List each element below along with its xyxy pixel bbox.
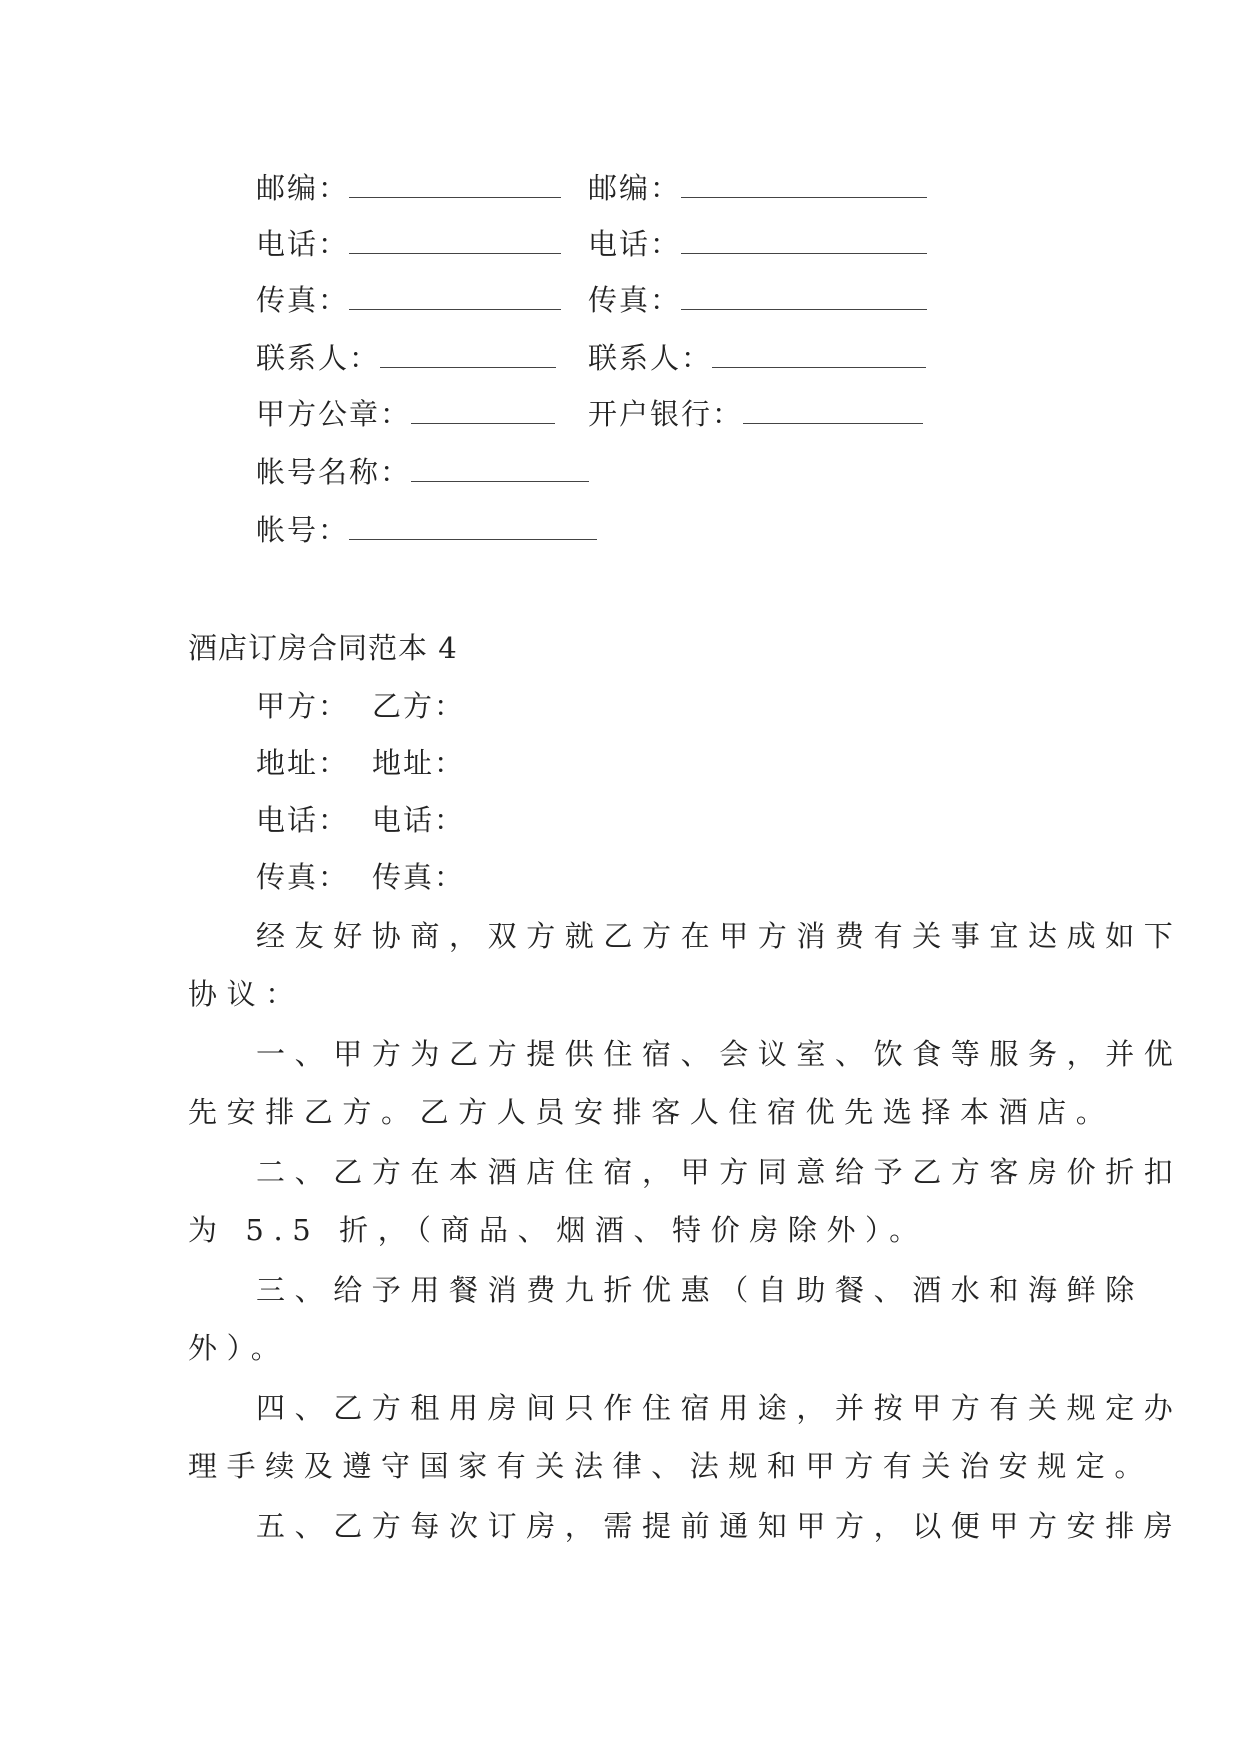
- account-label: 帐号：: [256, 513, 350, 547]
- fax-a-label: 传真：: [256, 860, 350, 894]
- phone-b-label: 电话：: [372, 803, 466, 837]
- phone-label-b: 电话：: [588, 227, 682, 261]
- party-b-label: 乙方：: [372, 689, 466, 723]
- paragraph-line: 五、乙方每次订房，需提前通知甲方，以便甲方安排房: [256, 1509, 1183, 1543]
- postcode-label-a: 邮编：: [256, 171, 350, 205]
- form-row-account-name: [256, 452, 589, 492]
- paragraph-line: 三、给予用餐消费九折优惠（自助餐、酒水和海鲜除: [256, 1273, 1144, 1307]
- seal-blank: [411, 397, 555, 424]
- paragraph-line: 经友好协商，双方就乙方在甲方消费有关事宜达成如下: [256, 919, 1183, 953]
- postcode-blank-a: [349, 171, 561, 198]
- fax-row-b: [372, 857, 465, 897]
- postcode-label-b: 邮编：: [588, 171, 682, 205]
- contact-label-a: 联系人：: [256, 341, 381, 375]
- bank-blank: [743, 397, 923, 424]
- form-row-account: [256, 510, 597, 550]
- account-name-blank: [411, 455, 589, 482]
- fax-blank-b: [681, 283, 927, 310]
- fax-label-b: 传真：: [588, 283, 682, 317]
- paragraph-line: 二、乙方在本酒店住宿，甲方同意给予乙方客房价折扣: [256, 1155, 1183, 1189]
- party-row: [256, 686, 349, 726]
- form-row-fax: [256, 280, 561, 320]
- paragraph-line: 一、甲方为乙方提供住宿、会议室、饮食等服务，并优: [256, 1037, 1183, 1071]
- party-a-label: 甲方：: [256, 689, 350, 723]
- contract-title: 酒店订房合同范本 4: [188, 631, 458, 665]
- form-row-contact: [256, 338, 556, 378]
- paragraph-line: 外）。: [188, 1331, 290, 1365]
- fax-b-label: 传真：: [372, 860, 466, 894]
- form-row-contact-b: [588, 338, 926, 378]
- party-row-b: [372, 686, 465, 726]
- address-row: [256, 743, 349, 783]
- phone-blank-b: [681, 227, 927, 254]
- postcode-blank-b: [681, 171, 927, 198]
- contact-blank-a: [380, 341, 556, 368]
- form-row-phone-b: [588, 224, 927, 264]
- phone-blank-a: [349, 227, 561, 254]
- paragraph-line: 先安排乙方。乙方人员安排客人住宿优先选择本酒店。: [188, 1095, 1115, 1129]
- paragraph-line: 为 5.5 折，（商品、烟酒、特价房除外）。: [188, 1213, 928, 1247]
- form-row-phone: [256, 224, 561, 264]
- fax-label-a: 传真：: [256, 283, 350, 317]
- phone-a-label: 电话：: [256, 803, 350, 837]
- contact-blank-b: [712, 341, 926, 368]
- address-b-label: 地址：: [372, 746, 466, 780]
- form-row-seal: [256, 394, 555, 434]
- form-row-postcode: [256, 168, 561, 208]
- paragraph-line: 四、乙方租用房间只作住宿用途，并按甲方有关规定办: [256, 1391, 1183, 1425]
- phone-row-b: [372, 800, 465, 840]
- address-row-b: [372, 743, 465, 783]
- paragraph-line: 协议：: [188, 977, 304, 1011]
- phone-label-a: 电话：: [256, 227, 350, 261]
- account-blank: [349, 513, 597, 540]
- fax-row: [256, 857, 349, 897]
- contact-label-b: 联系人：: [588, 341, 713, 375]
- bank-label: 开户银行：: [588, 397, 744, 431]
- seal-label: 甲方公章：: [256, 397, 412, 431]
- account-name-label: 帐号名称：: [256, 455, 412, 489]
- phone-row: [256, 800, 349, 840]
- form-row-postcode-b: [588, 168, 927, 208]
- fax-blank-a: [349, 283, 561, 310]
- paragraph-line: 理手续及遵守国家有关法律、法规和甲方有关治安规定。: [188, 1449, 1154, 1483]
- form-row-bank: [588, 394, 923, 434]
- address-a-label: 地址：: [256, 746, 350, 780]
- form-row-fax-b: [588, 280, 927, 320]
